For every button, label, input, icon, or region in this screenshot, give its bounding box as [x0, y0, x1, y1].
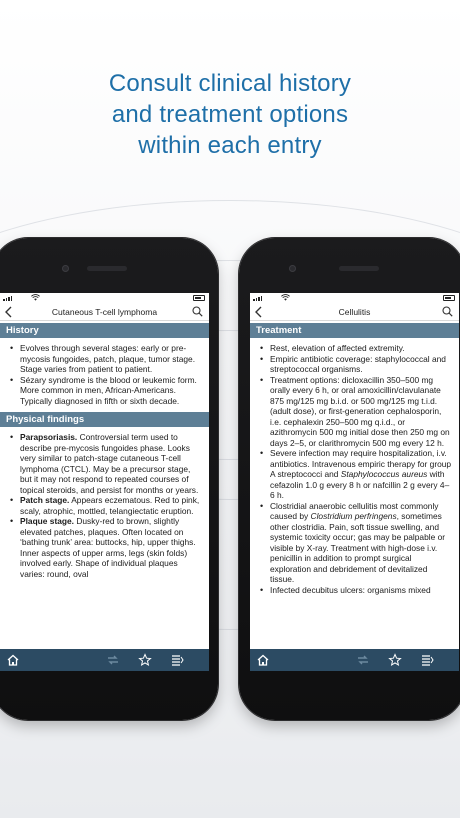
- front-camera: [289, 265, 296, 272]
- back-chevron-icon[interactable]: [4, 306, 14, 318]
- term: Parapsoriasis.: [20, 432, 78, 442]
- section-content-history: [0, 338, 209, 410]
- index-icon[interactable]: [420, 653, 434, 667]
- status-bar: [0, 293, 209, 303]
- organism-name: Clostridium perfringens: [310, 511, 397, 521]
- star-icon[interactable]: [138, 653, 152, 667]
- list-item: [6, 432, 203, 495]
- term: Plaque stage.: [20, 516, 74, 526]
- refresh-icon[interactable]: [106, 653, 120, 667]
- star-icon[interactable]: [388, 653, 402, 667]
- headline: [0, 68, 460, 161]
- list-item: [256, 501, 453, 585]
- search-icon[interactable]: [442, 306, 453, 317]
- home-icon[interactable]: [6, 653, 20, 667]
- section-content-treatment: [250, 338, 459, 599]
- home-icon[interactable]: [256, 653, 270, 667]
- search-icon[interactable]: [192, 306, 203, 317]
- headline-line-1: Consult clinical history: [108, 70, 352, 97]
- signal-icon: [3, 296, 12, 301]
- front-camera: [62, 265, 69, 272]
- phone-right: [239, 238, 460, 720]
- term: Patch stage.: [20, 495, 70, 505]
- description: Controversial term used to describe pre-mycosis fungoides phase. Looks very similar to patch-stage cutaneous T-cell lymphoma (CTCL). May be a precursor stage, but it may not respond to repeated courses of topical steroids, and persist for months or years.: [20, 432, 199, 495]
- wifi-icon: [281, 294, 290, 301]
- refresh-icon[interactable]: [356, 653, 370, 667]
- description: Dusky-red to brown, slightly elevated patches, plaques. Often located on ‘bathing trunk’ area: buttocks, hip, upper thighs. Inner aspects of upper arms, legs (skin folds) involved early. Shape of individual plaques varies: round, oval: [20, 516, 196, 579]
- list-item: [256, 448, 453, 501]
- list-item: [6, 495, 203, 516]
- section-header-physical-findings: Physical findings: [0, 412, 209, 427]
- list-item: • Evolves through several stages: early or pre-mycosis fungoides, patch, plaque, tumor stage. Stage varies from patient to patient.: [6, 343, 203, 375]
- index-icon[interactable]: [170, 653, 184, 667]
- tab-bar: [250, 649, 459, 671]
- text: Clostridial anaerobic cellulitis most commonly caused by: [270, 500, 439, 521]
- nav-bar: [250, 303, 459, 321]
- list-item: • Treatment options: dicloxacillin 350–500 mg orally every 6 h, or oral amoxicillin/clavulanate 875 mg/125 mg b.i.d. or 500 mg/125 mg t.i.d. (adult dose), or first-generation cephalosporin, i.e. cephalexin 250–500 mg q.i.d., or azithromycin 500 mg initial dose then 250 mg on days 2–5, or clarithromycin 500 mg every 12 h.: [256, 375, 453, 449]
- text: Severe infection may require hospitalization, i.v. antibiotics. Intravenous empiric therapy for group A streptococci and: [270, 448, 452, 479]
- list-item: [6, 516, 203, 579]
- text: with cefazolin 1.0 g every 8 h or nafcillin 2 g every 4–6 h.: [270, 469, 450, 500]
- list-item: • Infected decubitus ulcers: organisms mixed: [256, 585, 453, 596]
- battery-icon: [193, 295, 205, 301]
- phone-left: [0, 238, 218, 720]
- page-title: Cutaneous T-cell lymphoma: [51, 306, 158, 317]
- headline-line-2: and treatment options: [111, 101, 349, 128]
- list-item: • Sézary syndrome is the blood or leukemic form. More common in men, African-Americans. Typically diagnosed in fifth or sixth decade.: [6, 375, 203, 407]
- section-header-treatment: Treatment: [250, 323, 459, 338]
- battery-icon: [443, 295, 455, 301]
- list-item: • Rest, elevation of affected extremity.: [256, 343, 453, 354]
- section-header-history: History: [0, 323, 209, 338]
- wifi-icon: [31, 294, 40, 301]
- organism-name: Staphylococcus aureus: [340, 469, 428, 479]
- nav-bar: [0, 303, 209, 321]
- headline-line-3: within each entry: [138, 132, 322, 159]
- status-bar: [250, 293, 459, 303]
- description: Appears eczematous. Red to pink, scaly, atrophic, mottled, telangiectatic eruption.: [20, 495, 200, 516]
- earpiece-speaker: [87, 266, 127, 271]
- text: , sometimes other clostridia. Pain, soft tissue swelling, and systemic toxicity occur; gas may be palpable or visible by X-ray. Treatment with high-dose i.v. penicillin in addition to prompt surgical exploration and debridement of devitalized tissue.: [270, 511, 446, 584]
- list-item: • Empiric antibiotic coverage: staphylococcal and streptococcal organisms.: [256, 354, 453, 375]
- back-chevron-icon[interactable]: [254, 306, 264, 318]
- tab-bar: [0, 649, 209, 671]
- phone-screen-right: [250, 293, 459, 671]
- section-content-physical-findings: [0, 427, 209, 583]
- page-title: Cellulitis: [338, 306, 371, 317]
- earpiece-speaker: [339, 266, 379, 271]
- phone-screen-left: [0, 293, 209, 671]
- signal-icon: [253, 296, 262, 301]
